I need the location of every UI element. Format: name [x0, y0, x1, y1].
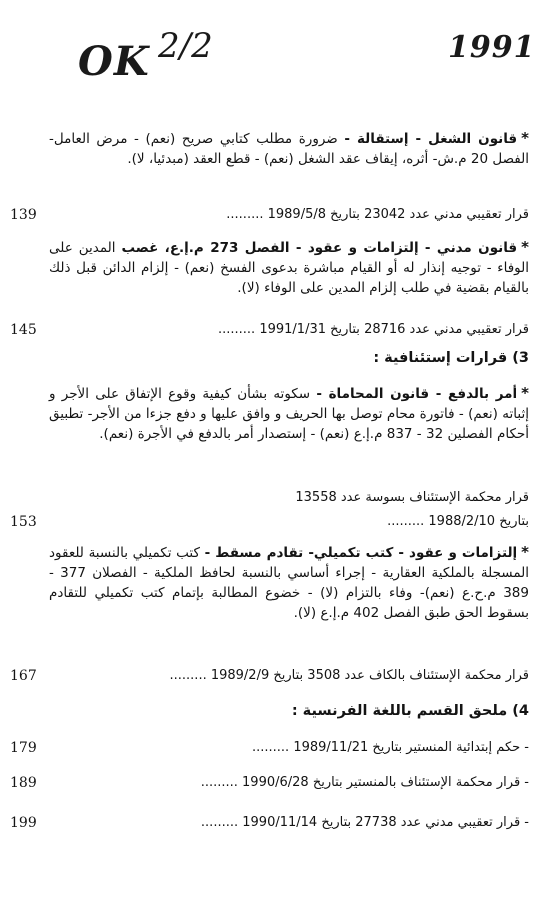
entry-text: ضرورة مطلب كتابي صريح (نعم) - مرض العامل- الفصل 20 م.ش- أثره، إيقاف عقد الشغل (نعم) - قطع العقد (مبدئيا، لا). [49, 131, 529, 167]
page-number: 139 [10, 207, 37, 223]
handwritten-fraction: 2/2 [158, 26, 213, 66]
entry-reference: قرار محكمة الإستئناف بالكاف عدد 3508 بتاريخ 1989/2/9 ......... [169, 668, 529, 683]
entry-labor-law: *قانون الشغل - إستقالة - ضرورة مطلب كتابي صريح (نعم) - مرض العامل- الفصل 20 م.ش- أثره، إيقاف عقد الشغل (نعم) - قطع العقد (مبدئيا، لا). [49, 129, 530, 167]
page-number: 167 [10, 668, 37, 684]
page-number: 189 [10, 775, 37, 791]
section-heading-appeals: 3) قرارات إستئنافية : [373, 350, 529, 366]
page-number: 179 [10, 740, 37, 756]
annex-item: - حكم إبتدائية المنستير بتاريخ 1989/11/21 ......... [251, 740, 529, 755]
entry-text: كتب تكميلي بالنسبة للعقود المسجلة بالملكية العقارية - إجراء أساسي بالنسبة لحافظ الملكية - الفصلان 377 - 389 م.ح.ع (نعم)- وفاء بالتزام (لا) - خضوع المطالبة بإتمام كتب تكميلي للتقادم بسقوط الحق طبق الفصل 402 م.إ.ع (لا). [49, 545, 529, 621]
entry-civil-law: *قانون مدني - إلتزامات و عقود - الفصل 273 م.إ.ع، غصب المدين على الوفاء - توجيه إنذار له أو القيام مباشرة بدعوى الفسخ (نعم) - إلزام الدائن قبل ذلك بالقيام بقضية في طلب إلزام المدين على الوفاء (لا). [49, 238, 529, 296]
entry-reference: قرار تعقيبي مدني عدد 23042 بتاريخ 1989/5/8 ......... [226, 207, 529, 222]
entry-obligations: *إلتزامات و عقود - كتب تكميلي- تقادم مسقط - كتب تكميلي بالنسبة للعقود المسجلة بالملكية العقارية - إجراء أساسي بالنسبة لحافظ الملكية - الفصلان 377 - 389 م.ح.ع (نعم)- وفاء بالتزام (لا) - خضوع المطالبة بإتمام كتب تكميلي للتقادم بسقوط الحق طبق الفصل 402 م.إ.ع (لا). [49, 543, 530, 621]
annex-item: - قرار تعقيبي مدني عدد 27738 بتاريخ 1990/11/14 ......... [200, 815, 529, 830]
entry-title: إلتزامات و عقود - كتب تكميلي- تقادم مسقط - [204, 545, 518, 561]
entry-reference: قرار محكمة الإستئناف بسوسة عدد 13558 [295, 490, 529, 505]
entry-text: سكوته بشأن كيفية وقوع الإتفاق على الأجر و إثباته (نعم) - فاتورة محام توصل بها الحريف و وافق عليها و دفع جزءا من الأجر- تطبيق أحكام الفصلين 32 - 837 م.إ.ع (نعم) - إستصدار أمر بالدفع في الأجرة (نعم). [49, 386, 529, 442]
entry-reference-date: بتاريخ 1988/2/10 ......... [387, 514, 529, 529]
entry-title: قانون مدني - إلتزامات و عقود - الفصل 273 م.إ.ع، غصب [121, 240, 518, 256]
entry-title: أمر بالدفع - قانون المحاماة - [316, 386, 518, 402]
entry-payment-order: *أمر بالدفع - قانون المحاماة - سكوته بشأن كيفية وقوع الإتفاق على الأجر و إثباته (نعم) - فاتورة محام توصل بها الحريف و وافق عليها و دفع جزءا من الأجر- تطبيق أحكام الفصلين 32 - 837 م.إ.ع (نعم) - إستصدار أمر بالدفع في الأجرة (نعم). [49, 384, 529, 442]
entry-title: قانون الشغل - إستقالة - [344, 131, 518, 147]
handwritten-year: 1991 [448, 30, 536, 65]
entry-text: المدين على الوفاء - توجيه إنذار له أو القيام مباشرة بدعوى الفسخ (نعم) - إلزام الدائن قبل ذلك بالقيام بقضية في طلب إلزام المدين على الوفاء (لا). [49, 240, 529, 296]
section-heading-french-annex: 4) ملحق القسم باللغة الفرنسية : [291, 703, 529, 719]
page-number: 145 [10, 322, 37, 338]
page-number: 153 [10, 514, 37, 530]
annex-item: - قرار محكمة الإستئناف بالمنستير بتاريخ 1990/6/28 ......... [200, 775, 529, 790]
handwritten-ok: OK [78, 38, 150, 85]
entry-reference: قرار تعقيبي مدني عدد 28716 بتاريخ 1991/1/31 ......... [218, 322, 529, 337]
page-number: 199 [10, 815, 37, 831]
